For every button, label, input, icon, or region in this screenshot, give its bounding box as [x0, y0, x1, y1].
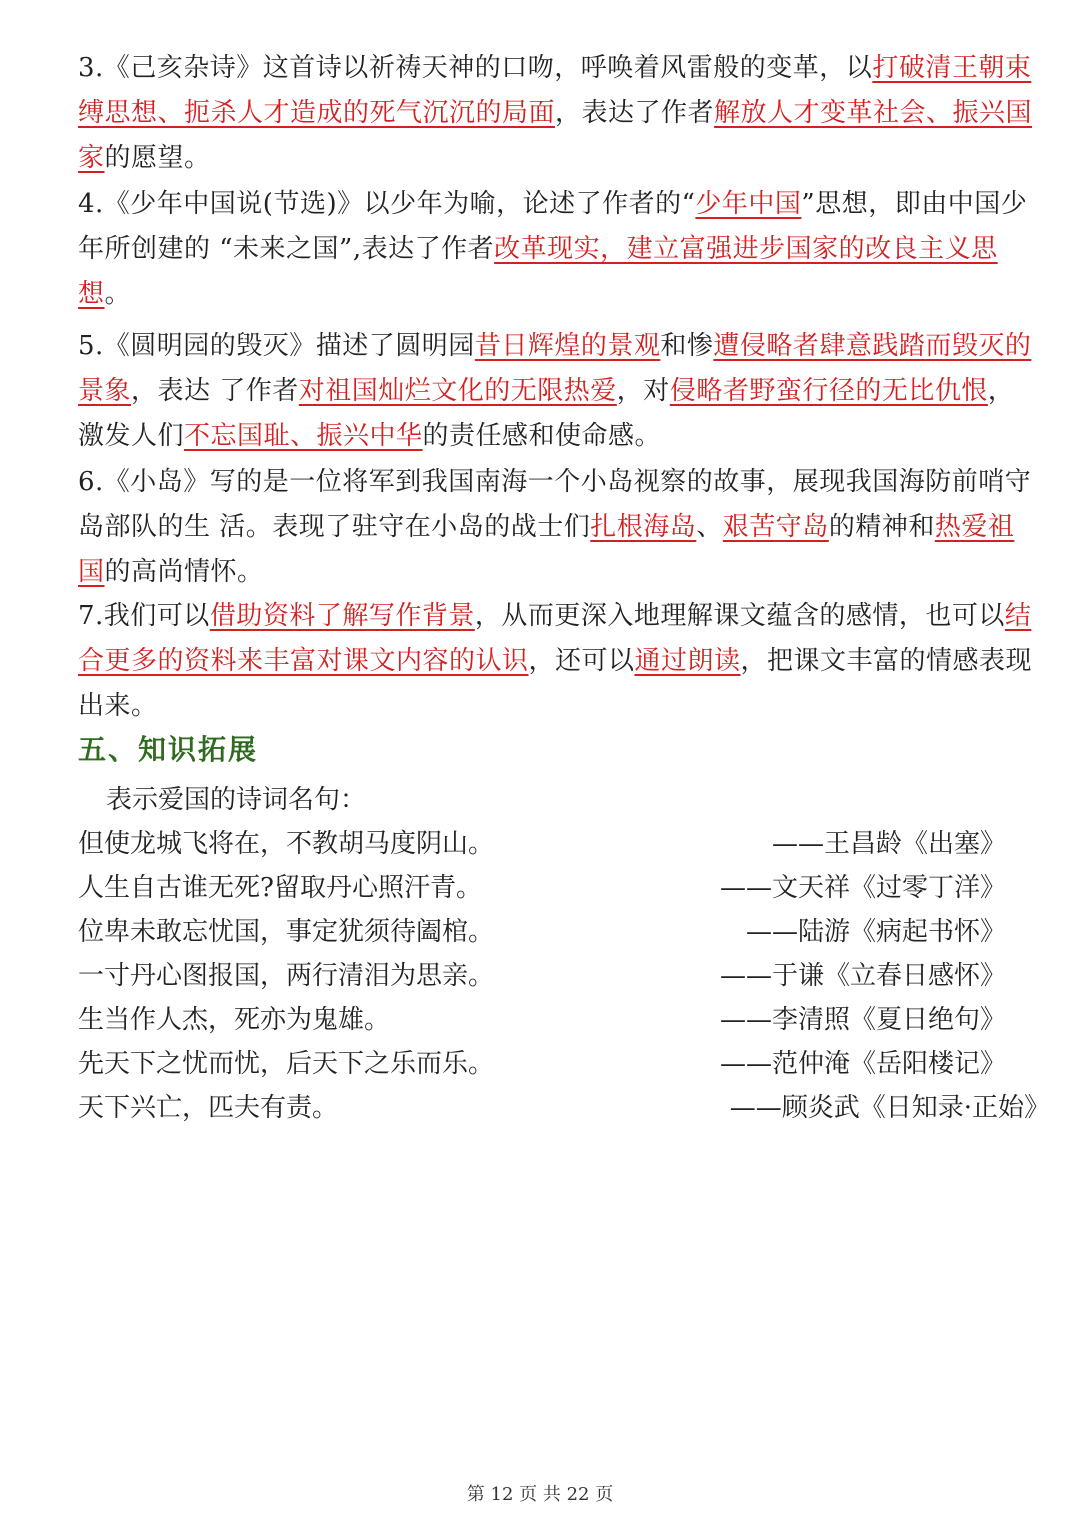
- quote-source: ——文天祥《过零丁洋》: [719, 873, 1006, 903]
- note-text: ，表达 了作者: [131, 376, 299, 406]
- note-text: 的高尚情怀。: [104, 557, 264, 587]
- note-text: 和惨: [660, 331, 714, 361]
- quote-row: [78, 954, 1050, 998]
- note-item-4: [78, 182, 1038, 317]
- answer-text: 不忘国耻、振兴中华: [184, 421, 423, 451]
- quote-row: [78, 1042, 1050, 1086]
- quote-row: [78, 866, 1050, 910]
- section-title: 五、知识拓展: [78, 733, 259, 766]
- note-text: 7.我们可以: [78, 601, 210, 631]
- note-text: 6.《小岛》写的是一位将军到我国南海一个小岛视察的故事，展现我国海防前哨守岛部队的生 活。表现了驻守在小岛的战士们: [78, 467, 1032, 542]
- answer-text: 通过朗读: [634, 646, 741, 676]
- note-text: ”思想，即由中国少年所创建的 “未来之国”,表达了作者: [78, 189, 1028, 264]
- answer-text: 对祖国灿烂文化的无限热爱: [298, 376, 617, 406]
- answer-text: 打破清王朝束缚思想、扼杀人才造成的死气沉沉的局面: [78, 53, 1032, 128]
- quote-text: 位卑未敢忘忧国，事定犹须待阖棺。: [78, 917, 495, 947]
- answer-text: 而毁灭的景象: [78, 331, 1032, 406]
- quote-row: [78, 998, 1050, 1042]
- quote-text: 人生自古谁无死?留取丹心照汗青。: [78, 873, 482, 903]
- quote-text: 天下兴亡，匹夫有责。: [78, 1093, 339, 1123]
- quote-row: [78, 910, 1050, 954]
- note-text: 、: [696, 512, 723, 542]
- note-text: 3.《己亥杂诗》这首诗以祈祷天神的口吻，呼唤着风雷般的变革，以: [78, 53, 873, 83]
- note-text: ，从而更深入地理解课文蕴含的感情，也可以: [474, 601, 1005, 631]
- answer-text: 少年中国: [695, 189, 802, 219]
- quote-text: 一寸丹心图报国，两行清泪为思亲。: [78, 961, 495, 991]
- quote-source: ——陆游《病起书怀》: [745, 917, 1006, 947]
- note-item-7: [78, 594, 1038, 729]
- note-item-3: [78, 46, 1038, 181]
- answer-text: 扎根海岛: [590, 512, 697, 542]
- note-text: 的精神和: [828, 512, 935, 542]
- note-item-6: [78, 460, 1038, 595]
- note-text: ，对: [616, 376, 670, 406]
- note-text: 的愿望。: [104, 143, 211, 173]
- quote-source: ——范仲淹《岳阳楼记》: [719, 1049, 1006, 1079]
- note-text: ，还可以: [528, 646, 635, 676]
- quote-source: ——王昌龄《出塞》: [771, 829, 1006, 859]
- answer-text: 借助资料了解写作背景: [209, 601, 475, 631]
- quote-source: ——李清照《夏日绝句》: [719, 1005, 1006, 1035]
- note-text: ，激发人们: [78, 376, 1015, 451]
- answer-text: 解放人才变革社会、振兴国家: [78, 98, 1033, 173]
- note-text: 。: [104, 279, 132, 309]
- quote-source: ——顾炎武《日知录·正始》: [729, 1093, 1050, 1123]
- quote-row: [78, 1086, 1050, 1130]
- note-text: ，把课文丰富的情感表现出来。: [78, 646, 1033, 721]
- quote-row: [78, 822, 1050, 866]
- quote-text: 先天下之忧而忧，后天下之乐而乐。: [78, 1049, 495, 1079]
- answer-text: 侵略者野蛮行径的无比仇恨: [669, 376, 988, 406]
- answer-text: 改革现实，建立富强进步国家的改良主义思想: [78, 234, 998, 309]
- answer-text: 昔日辉煌的景观: [474, 331, 661, 361]
- note-text: ，表达了作者: [555, 98, 715, 128]
- note-text: 5.《圆明园的毁灭》描述了圆明园: [78, 331, 475, 361]
- quote-text: 生当作人杰，死亦为鬼雄。: [78, 1005, 391, 1035]
- answer-text: 遭侵略者肆意践踏: [713, 331, 926, 361]
- answer-text: 艰苦守岛: [722, 512, 829, 542]
- note-item-5: [78, 324, 1038, 459]
- quotes-intro: 表示爱国的诗词名句：: [106, 785, 367, 815]
- note-text: 4.《少年中国说(节选)》以少年为喻，论述了作者的“: [78, 189, 696, 219]
- quote-text: 但使龙城飞将在，不教胡马度阴山。: [78, 829, 495, 859]
- page-footer: 第 12 页 共 22 页: [466, 1484, 614, 1505]
- answer-text: 结合更多的资料来丰富对课文内容的认识: [78, 601, 1032, 676]
- note-text: 的责任感和使命感。: [422, 421, 662, 451]
- answer-text: 热爱祖国: [78, 512, 1015, 587]
- quote-source: ——于谦《立春日感怀》: [719, 961, 1006, 991]
